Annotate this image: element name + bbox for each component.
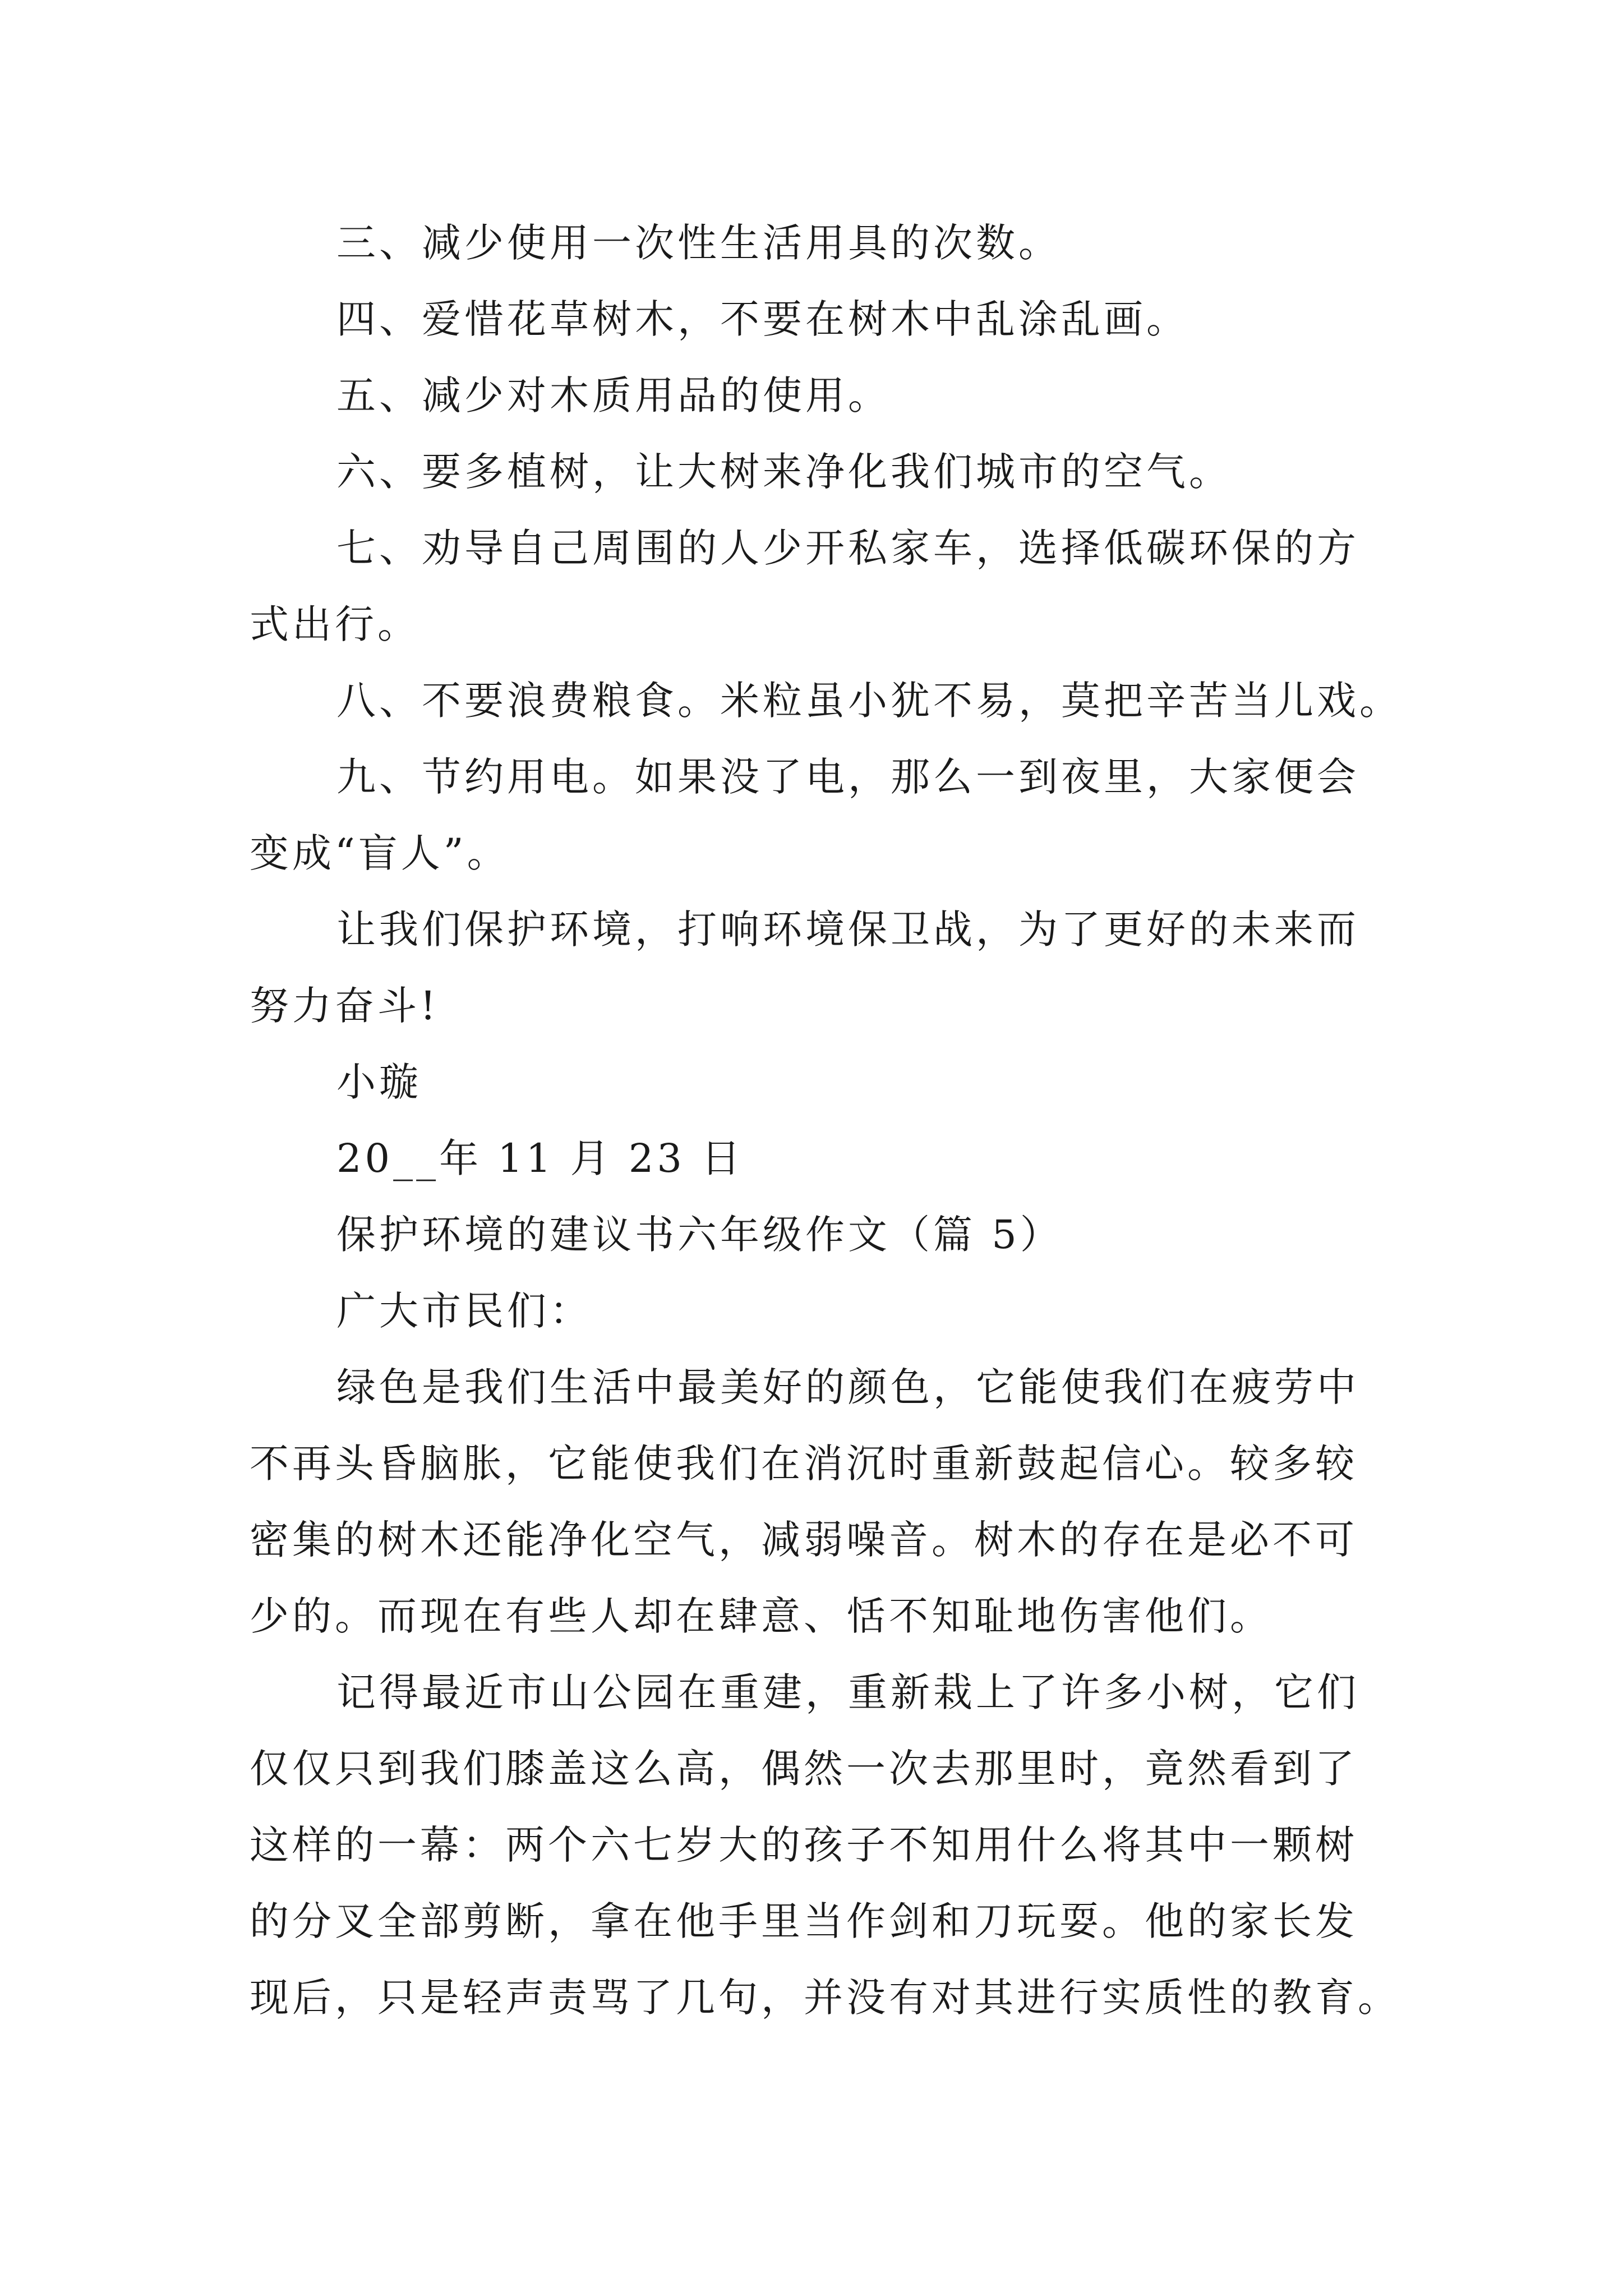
paragraph-line: 绿色是我们生活中最美好的颜色，它能使我们在疲劳中 (336, 1364, 1359, 1410)
paragraph-line: 密集的树木还能净化空气，减弱噪音。树木的存在是必不可 (250, 1517, 1358, 1563)
paragraph-line: 少的。而现在有些人却在肆意、恬不知耻地伤害他们。 (250, 1593, 1272, 1639)
paragraph-line: 四、爱惜花草树木，不要在树木中乱涂乱画。 (336, 296, 1189, 342)
paragraph-line: 变成“盲人”。 (250, 830, 510, 876)
document-body (250, 205, 1402, 2036)
paragraph-line: 五、减少对木质用品的使用。 (336, 372, 891, 418)
paragraph-line: 仅仅只到我们膝盖这么高，偶然一次去那里时，竟然看到了 (250, 1746, 1358, 1792)
signature-date: 20__年 11 月 23 日 (336, 1135, 744, 1181)
paragraph-line: 努力奋斗! (250, 983, 440, 1029)
paragraph-line: 记得最近市山公园在重建，重新栽上了许多小树，它们 (336, 1669, 1359, 1715)
paragraph-line: 式出行。 (250, 601, 420, 647)
section-title: 保护环境的建议书六年级作文（篇 5） (336, 1212, 1063, 1258)
paragraph-line: 六、要多植树，让大树来净化我们城市的空气。 (336, 449, 1232, 495)
paragraph-line: 让我们保护环境，打响环境保卫战，为了更好的未来而 (336, 907, 1359, 953)
paragraph-line: 不再头昏脑胀，它能使我们在消沉时重新鼓起信心。较多较 (250, 1441, 1358, 1487)
paragraph-line: 九、节约用电。如果没了电，那么一到夜里，大家便会 (336, 754, 1359, 800)
paragraph-line: 这样的一幕：两个六七岁大的孩子不知用什么将其中一颗树 (250, 1822, 1358, 1868)
paragraph-line: 三、减少使用一次性生活用具的次数。 (336, 220, 1061, 266)
salutation: 广大市民们： (336, 1288, 592, 1334)
paragraph-line: 的分叉全部剪断，拿在他手里当作剑和刀玩耍。他的家长发 (250, 1898, 1358, 1944)
paragraph-line: 七、劝导自己周围的人少开私家车，选择低碳环保的方 (336, 525, 1359, 571)
paragraph-line: 现后，只是轻声责骂了几句，并没有对其进行实质性的教育。 (250, 1975, 1400, 2021)
paragraph-line: 八、不要浪费粮食。米粒虽小犹不易，莫把辛苦当儿戏。 (336, 678, 1402, 724)
signature-name: 小璇 (336, 1059, 422, 1105)
